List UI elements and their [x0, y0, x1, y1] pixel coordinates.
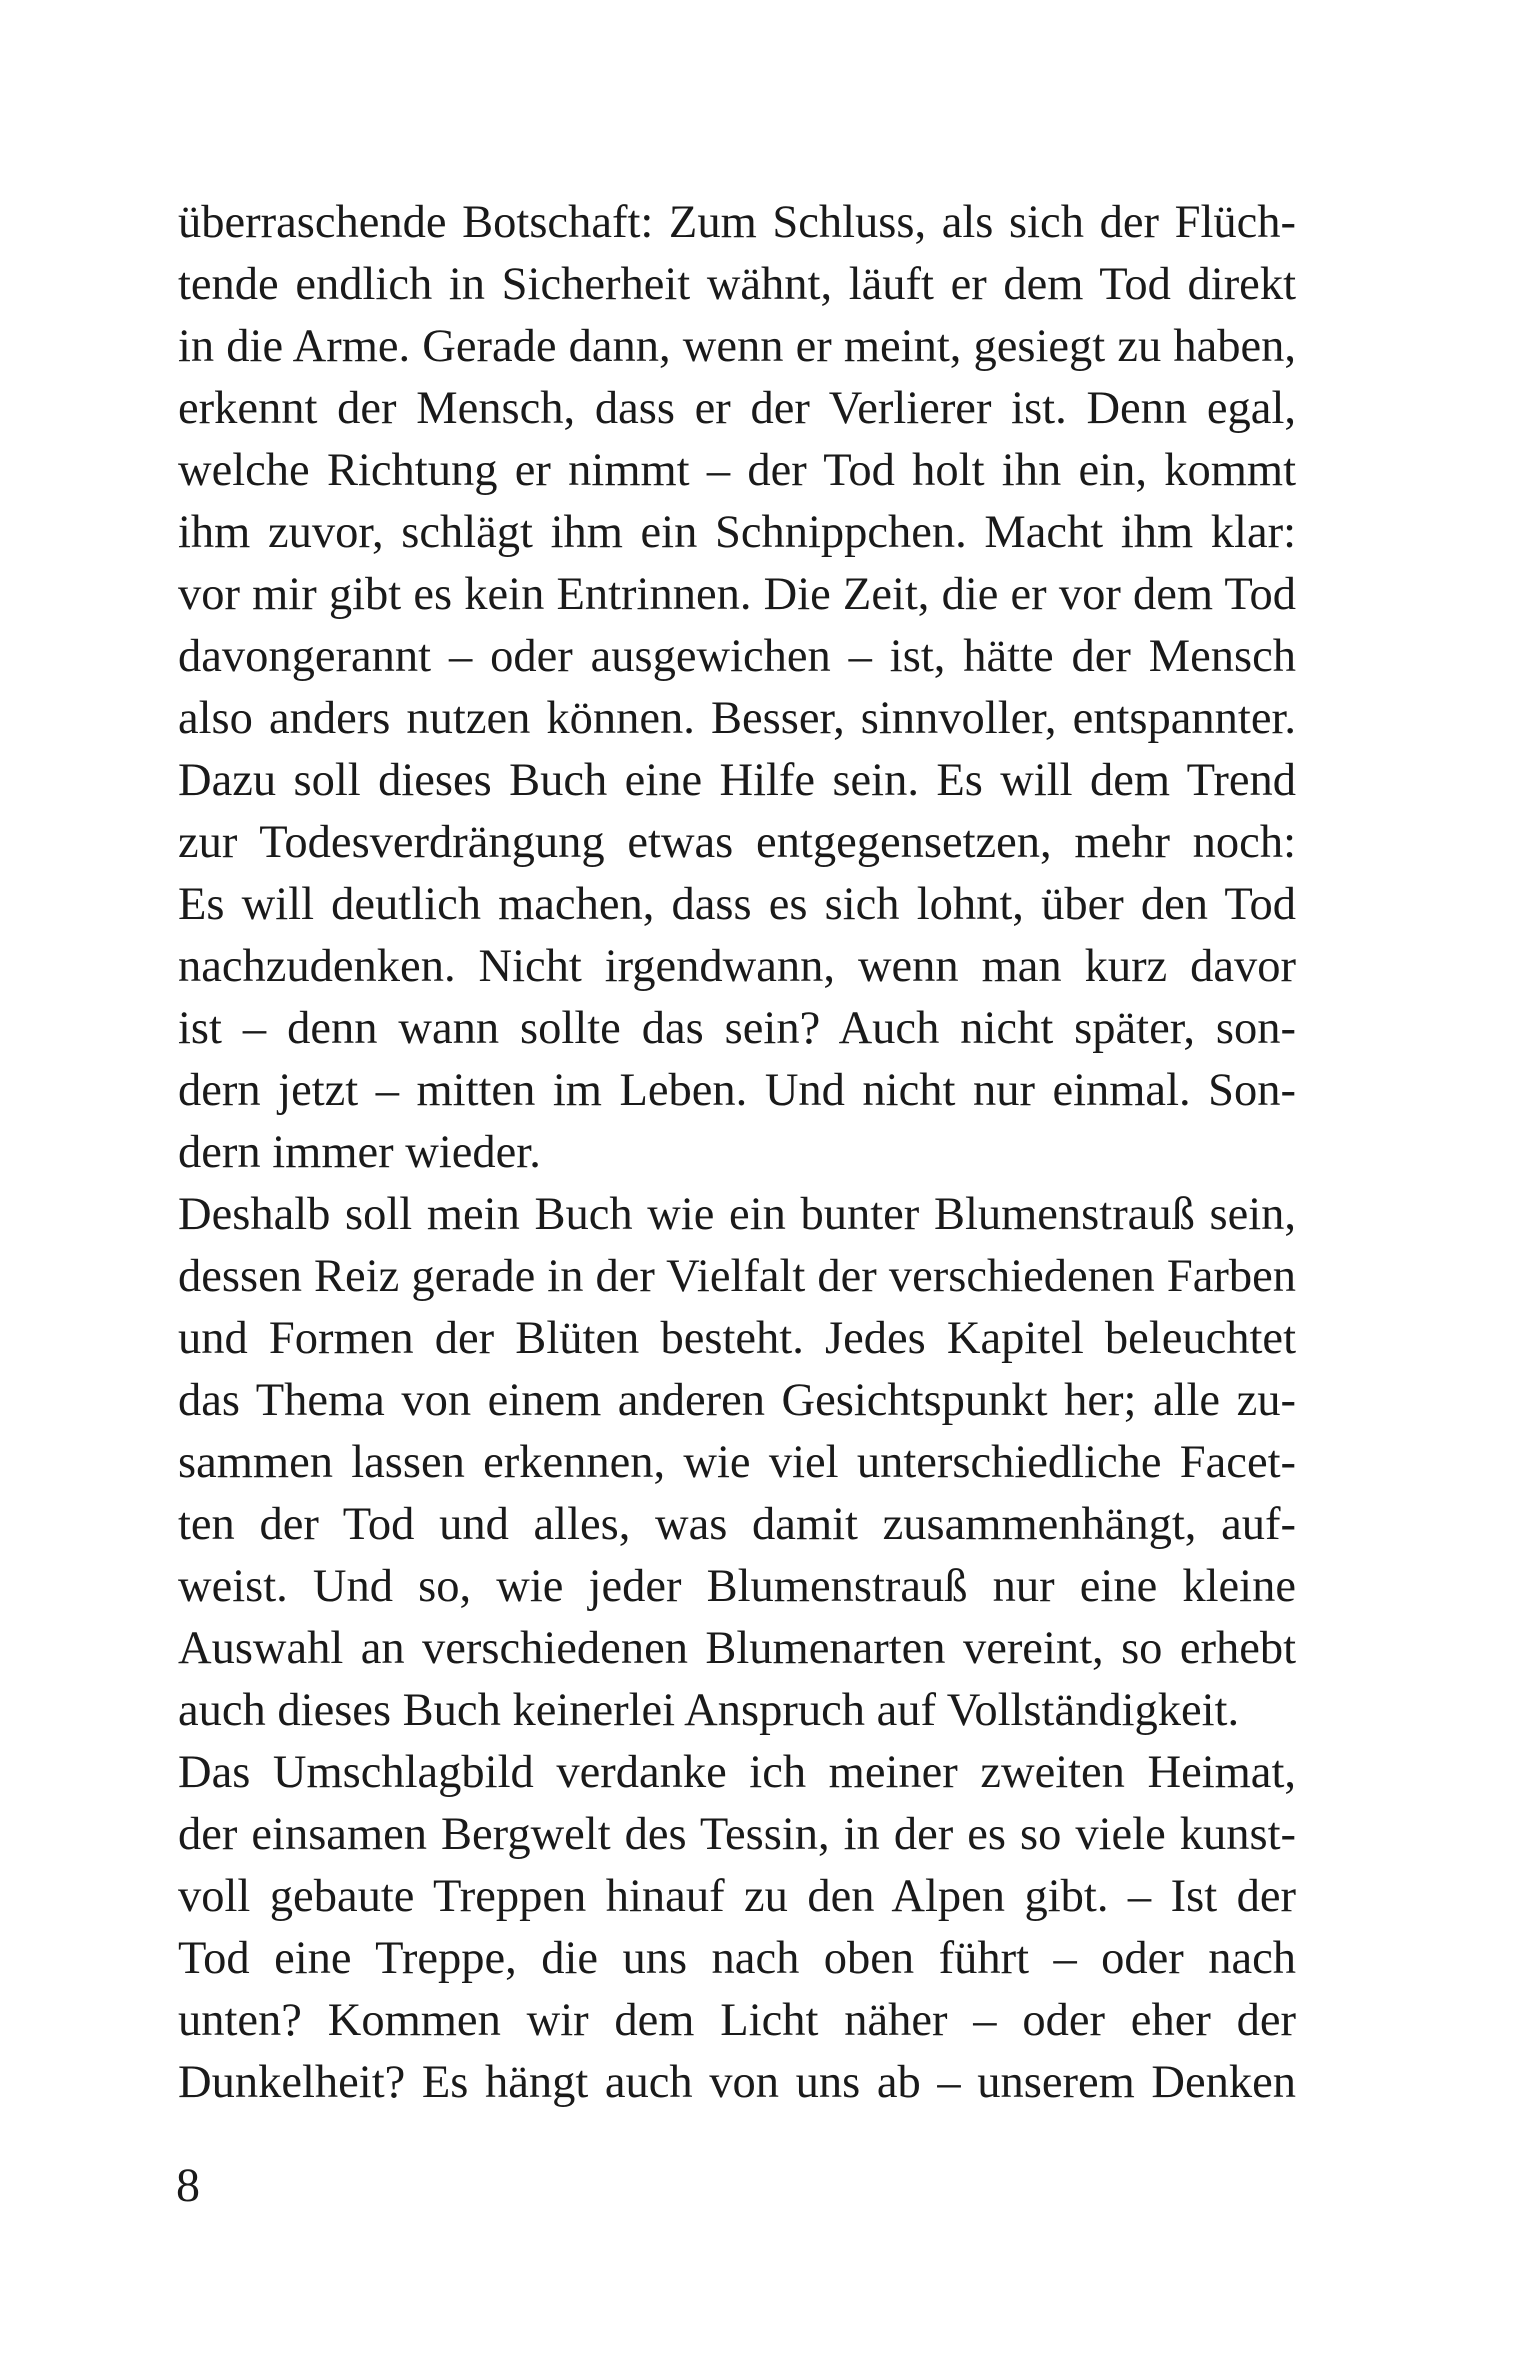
text-line: sammen lassen erkennen, wie viel unterschiedliche Facet- — [178, 1437, 1296, 1488]
text-line: voll gebaute Treppen hinauf zu den Alpen gibt. – Ist der — [178, 1871, 1296, 1922]
page-number: 8 — [176, 2159, 200, 2212]
text-line: unten? Kommen wir dem Licht näher – oder eher der — [178, 1995, 1296, 2046]
text-line: das Thema von einem anderen Gesichtspunkt her; alle zu- — [178, 1375, 1296, 1426]
text-line: dessen Reiz gerade in der Vielfalt der verschiedenen Farben — [178, 1251, 1296, 1302]
text-line: nachzudenken. Nicht irgendwann, wenn man kurz davor — [178, 941, 1296, 992]
text-line: erkennt der Mensch, dass er der Verlierer ist. Denn egal, — [178, 383, 1296, 434]
text-line: davongerannt – oder ausgewichen – ist, hätte der Mensch — [178, 631, 1296, 682]
text-line: Dazu soll dieses Buch eine Hilfe sein. Es will dem Trend — [178, 755, 1296, 806]
text-line: der einsamen Bergwelt des Tessin, in der es so viele kunst- — [178, 1809, 1296, 1860]
text-line: Auswahl an verschiedenen Blumenarten vereint, so erhebt — [178, 1623, 1296, 1674]
text-line: überraschende Botschaft: Zum Schluss, als sich der Flüch- — [178, 197, 1296, 248]
text-line: Deshalb soll mein Buch wie ein bunter Blumenstrauß sein, — [178, 1189, 1296, 1240]
text-line: dern immer wieder. — [178, 1127, 541, 1178]
text-line: Das Umschlagbild verdanke ich meiner zweiten Heimat, — [178, 1747, 1296, 1798]
text-line: Dunkelheit? Es hängt auch von uns ab – unserem Denken — [178, 2057, 1296, 2108]
text-line: Es will deutlich machen, dass es sich lohnt, über den Tod — [178, 879, 1296, 930]
text-line: tende endlich in Sicherheit wähnt, läuft er dem Tod direkt — [178, 259, 1296, 310]
text-line: ten der Tod und alles, was damit zusammenhängt, auf- — [178, 1499, 1296, 1550]
text-line: ihm zuvor, schlägt ihm ein Schnippchen. Macht ihm klar: — [178, 507, 1296, 558]
text-line: also anders nutzen können. Besser, sinnvoller, entspannter. — [178, 693, 1296, 744]
body-text — [178, 192, 1296, 2114]
text-line: ist – denn wann sollte das sein? Auch nicht später, son- — [178, 1003, 1296, 1054]
text-line: dern jetzt – mitten im Leben. Und nicht nur einmal. Son- — [178, 1065, 1296, 1116]
text-line: weist. Und so, wie jeder Blumenstrauß nur eine kleine — [178, 1561, 1296, 1612]
text-line: zur Todesverdrängung etwas entgegensetzen, mehr noch: — [178, 817, 1296, 868]
text-line: und Formen der Blüten besteht. Jedes Kapitel beleuchtet — [178, 1313, 1296, 1364]
text-line: Tod eine Treppe, die uns nach oben führt – oder nach — [178, 1933, 1296, 1984]
text-line: welche Richtung er nimmt – der Tod holt ihn ein, kommt — [178, 445, 1296, 496]
text-line: in die Arme. Gerade dann, wenn er meint, gesiegt zu haben, — [178, 321, 1296, 372]
text-line: auch dieses Buch keinerlei Anspruch auf Vollständigkeit. — [178, 1685, 1240, 1736]
text-line: vor mir gibt es kein Entrinnen. Die Zeit, die er vor dem Tod — [178, 569, 1296, 620]
